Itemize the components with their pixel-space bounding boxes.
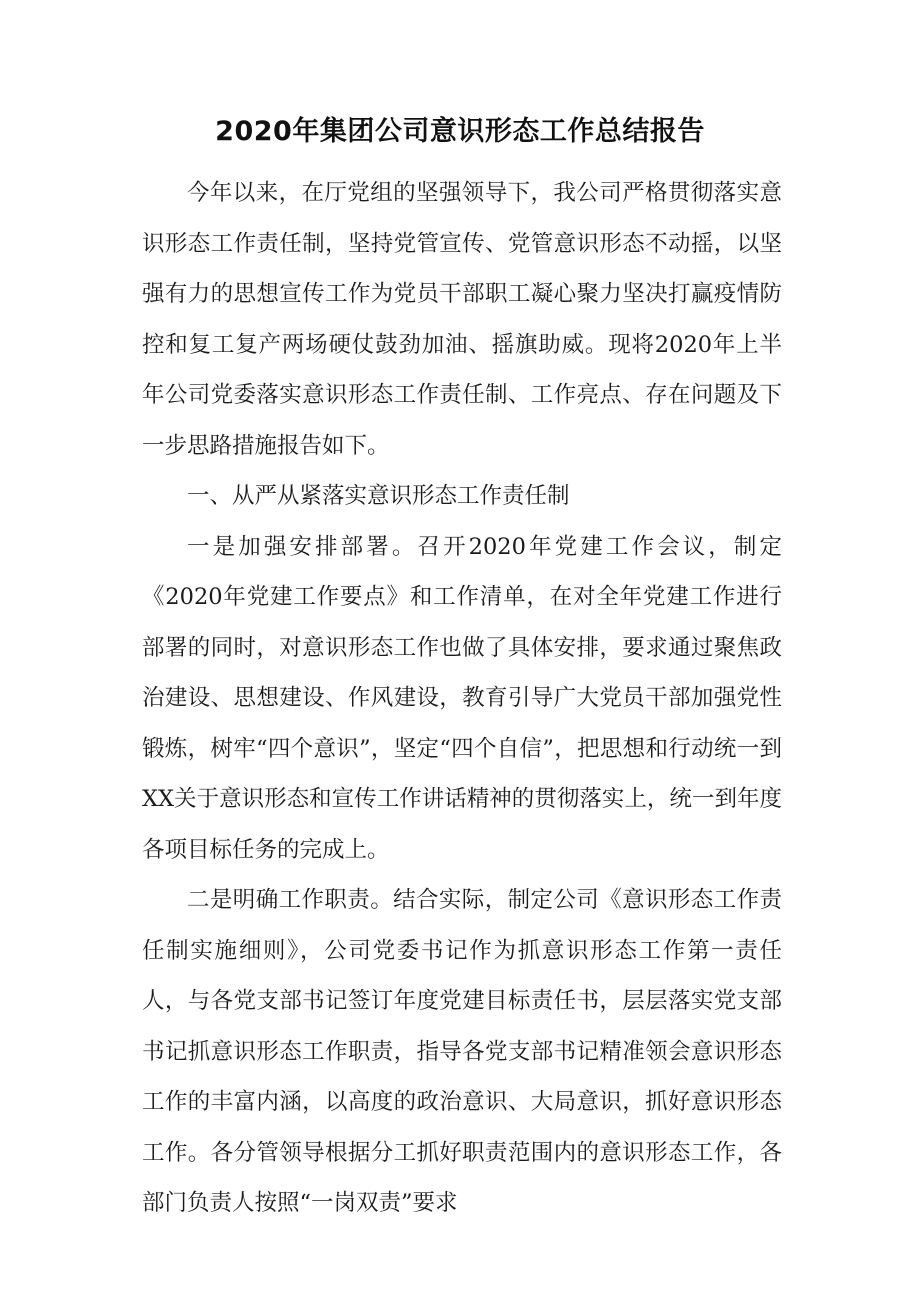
document-title: 2020年集团公司意识形态工作总结报告 bbox=[215, 116, 705, 147]
body-paragraph: 一是加强安排部署。召开2020年党建工作会议，制定《2020年党建工作要点》和工作清单，在对全年党建工作进行部署的同时，对意识形态工作也做了具体安排，要求通过聚焦政治建设、思想建设、作风建设，教育引导广大党员干部加强党性锻炼，树牢“四个意识”，坚定“四个自信”，把思想和行动统一到XX关于意识形态和宣传工作讲话精神的贯彻落实上，统一到年度各项目标任务的完成上。 bbox=[142, 533, 782, 863]
body-paragraph: 二是明确工作职责。结合实际，制定公司《意识形态工作责任制实施细则》，公司党委书记作为抓意识形态工作第一责任人，与各党支部书记签订年度党建目标责任书，层层落实党支部书记抓意识形态工作职责，指导各党支部书记精准领会意识形态工作的丰富内涵，以高度的政治意识、大局意识，抓好意识形态工作。各分管领导根据分工抓好职责范围内的意识形态工作，各部门负责人按照“一岗双责”要求 bbox=[142, 887, 782, 1216]
intro-paragraph: 今年以来，在厅党组的坚强领导下，我公司严格贯彻落实意识形态工作责任制，坚持党管宣传、党管意识形态不动摇，以坚强有力的思想宣传工作为党员干部职工凝心聚力坚决打赢疫情防控和复工复产两场硬仗鼓劲加油、摇旗助威。现将2020年上半年公司党委落实意识形态工作责任制、工作亮点、存在问题及下一步思路措施报告如下。 bbox=[142, 180, 782, 459]
section-heading: 一、从严从紧落实意识形态工作责任制 bbox=[187, 483, 570, 509]
document-body bbox=[142, 168, 782, 1229]
